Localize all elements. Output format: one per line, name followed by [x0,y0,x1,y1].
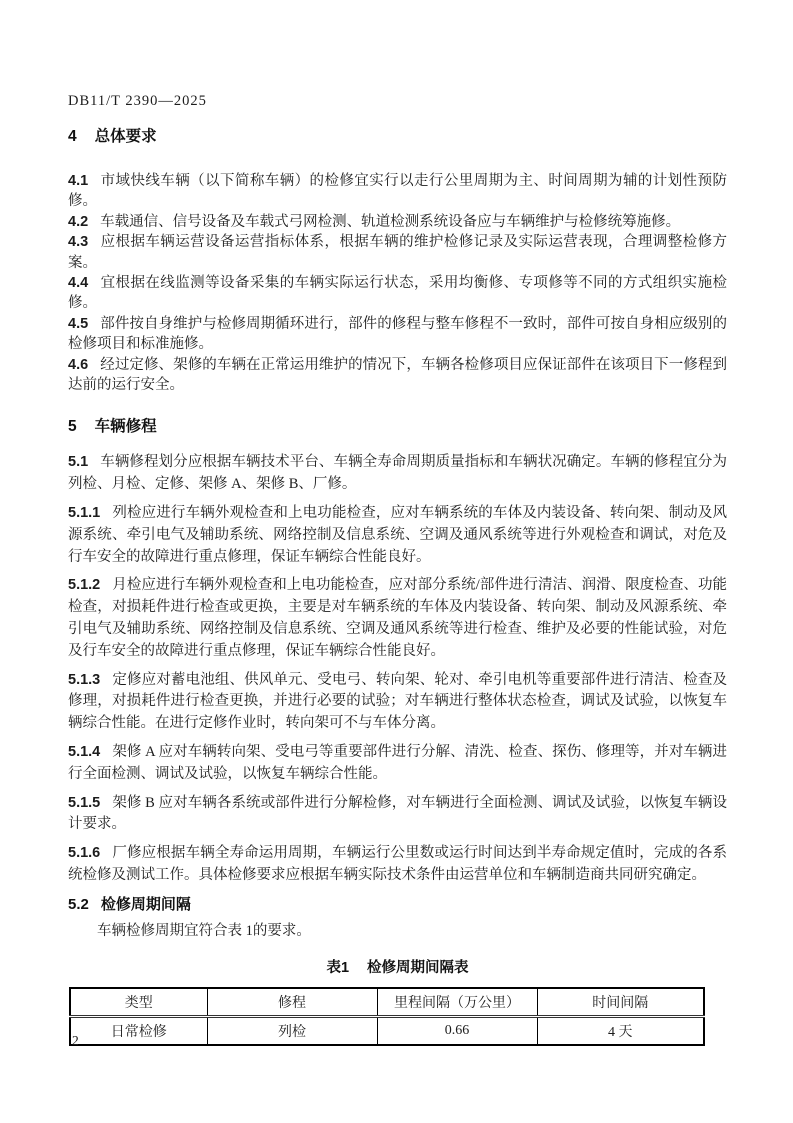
section-number: 5 [68,418,77,436]
section-number: 4 [68,128,77,145]
clause-number: 5.1.4 [68,744,101,761]
section-title: 总体要求 [94,128,157,145]
clause-number: 5.1.5 [68,794,101,811]
clause-number: 5.1 [68,454,89,471]
clause-text: 列检应进行车辆外观检查和上电功能检查，应对车辆系统的车体及内装设备、转向架、制动及风源系统、牵引电气及辅助系统、网络控制及信息系统、空调及通风系统等进行外观检查和调试，对危及行车安全的故障进行重点修理，保证车辆综合性能良好。 [68,505,727,565]
table-header-type: 类型 [70,988,207,1017]
section-number: 5.2 [68,895,89,913]
page-number: 2 [72,1033,79,1048]
maintenance-intervals-table [69,987,705,1046]
clause-text: 宜根据在线监测等设备采集的车辆实际运行状态，采用均衡修、专项修等不同的方式组织实施检修。 [68,275,727,312]
table-caption-label: 表1 [326,959,350,976]
clause-4-6 [68,355,727,396]
page-content [68,0,727,1046]
clause-number: 4.4 [68,275,89,292]
table-cell-type: 日常检修 [70,1016,207,1045]
clause-text: 应根据车辆运营设备运营指标体系，根据车辆的维护检修记录及实际运营表现，合理调整检修方案。 [68,234,727,271]
section-title: 检修周期间隔 [100,895,191,913]
clause-5-1-3 [68,670,727,735]
clause-number: 5.1.3 [68,671,101,688]
clause-5-1-5 [68,793,727,837]
clause-5-1-4 [68,742,727,786]
clause-number: 4.6 [68,356,89,373]
clause-text: 定修应对蓄电池组、供风单元、受电弓、转向架、轮对、牵引电机等重要部件进行清洁、检查及修理，对损耗件进行检查更换，并进行必要的试验；对车辆进行整体状态检查，调试及试验，以恢复车辆综合性能。在进行定修作业时，转向架可不与车体分离。 [68,671,727,732]
clause-5-1-6 [68,843,727,887]
clause-number: 4.5 [68,315,89,332]
clause-number: 5.1.2 [68,577,101,594]
section-heading-4 [68,127,727,146]
clause-text: 市域快线车辆（以下简称车辆）的检修宜实行以走行公里周期为主、时间周期为辅的计划性预防修。 [68,173,727,210]
clause-text: 经过定修、架修的车辆在正常运用维护的情况下，车辆各检修项目应保证部件在该项目下一修程到达前的运行安全。 [68,356,727,394]
table-row [70,1016,704,1045]
clause-text: 厂修应根据车辆全寿命运用周期，车辆运行公里数或运行时间达到半寿命规定值时，完成的各系统检修及测试工作。具体检修要求应根据车辆实际技术条件由运营单位和车辆制造商共同研究确定。 [68,845,727,884]
clause-4-2 [68,212,727,232]
table-header-time-interval: 时间间隔 [537,988,704,1017]
table-header-row [70,988,704,1017]
table-header-repair-level: 修程 [207,988,377,1017]
clause-text: 架修 B 应对车辆各系统或部件进行分解检修，对车辆进行全面检测、调试及试验，以恢复车辆设计要求。 [68,794,727,833]
clause-text: 车载通信、信号设备及车载式弓网检测、轨道检测系统设备应与车辆维护与检修统筹施修。 [100,213,681,230]
table-cell-repair-level: 列检 [207,1016,377,1045]
section-heading-5-2 [68,895,727,914]
section-heading-5 [68,417,727,436]
clause-5-1-2 [68,575,727,662]
clause-4-3 [68,232,727,273]
section-5-body [68,452,727,886]
clause-number: 5.1.1 [68,505,101,522]
clause-text: 月检应进行车辆外观检查和上电功能检查，应对部分系统/部件进行清洁、润滑、限度检查、功能检查，对损耗件进行检查或更换，主要是对车辆系统的车体及内装设备、转向架、制动及风源系统、牵引电气及辅助系统、网络控制及信息系统、空调及通风系统等进行检查、维护及必要的性能试验，对危及行车安全的故障进行重点修理，保证车辆综合性能良好。 [68,577,727,659]
table-intro-text: 车辆检修周期宜符合表 1的要求。 [97,922,311,939]
clause-text: 架修 A 应对车辆转向架、受电弓等重要部件进行分解、清洗、检查、探伤、修理等，并对车辆进行全面检测、调试及试验，以恢复车辆综合性能。 [68,744,727,782]
clause-number: 5.1.6 [68,845,101,862]
clause-text: 车辆修程划分应根据车辆技术平台、车辆全寿命周期质量指标和车辆状况确定。车辆的修程宜分为列检、月检、定修、架修 A、架修 B、厂修。 [68,454,727,493]
clause-4-5 [68,314,727,355]
table-cell-mileage-interval: 0.66 [377,1016,537,1045]
clause-5-1 [68,452,727,496]
table-caption [68,956,727,977]
table-cell-time-interval: 4 天 [537,1016,704,1045]
clause-5-1-1 [68,503,727,568]
clause-number: 4.2 [68,213,89,230]
section-4-body [68,171,727,395]
table-caption-title: 检修周期间隔表 [367,959,469,976]
standard-code: DB11/T 2390—2025 [68,93,207,109]
section-title: 车辆修程 [94,418,157,436]
clause-number: 4.3 [68,234,89,251]
clause-text: 部件按自身维护与检修周期循环进行，部件的修程与整车修程不一致时，部件可按自身相应级别的检修项目和标准施修。 [68,315,727,353]
table-header-mileage-interval: 里程间隔（万公里） [377,988,537,1017]
clause-4-4 [68,273,727,314]
clause-number: 4.1 [68,173,89,189]
clause-4-1 [68,171,727,212]
